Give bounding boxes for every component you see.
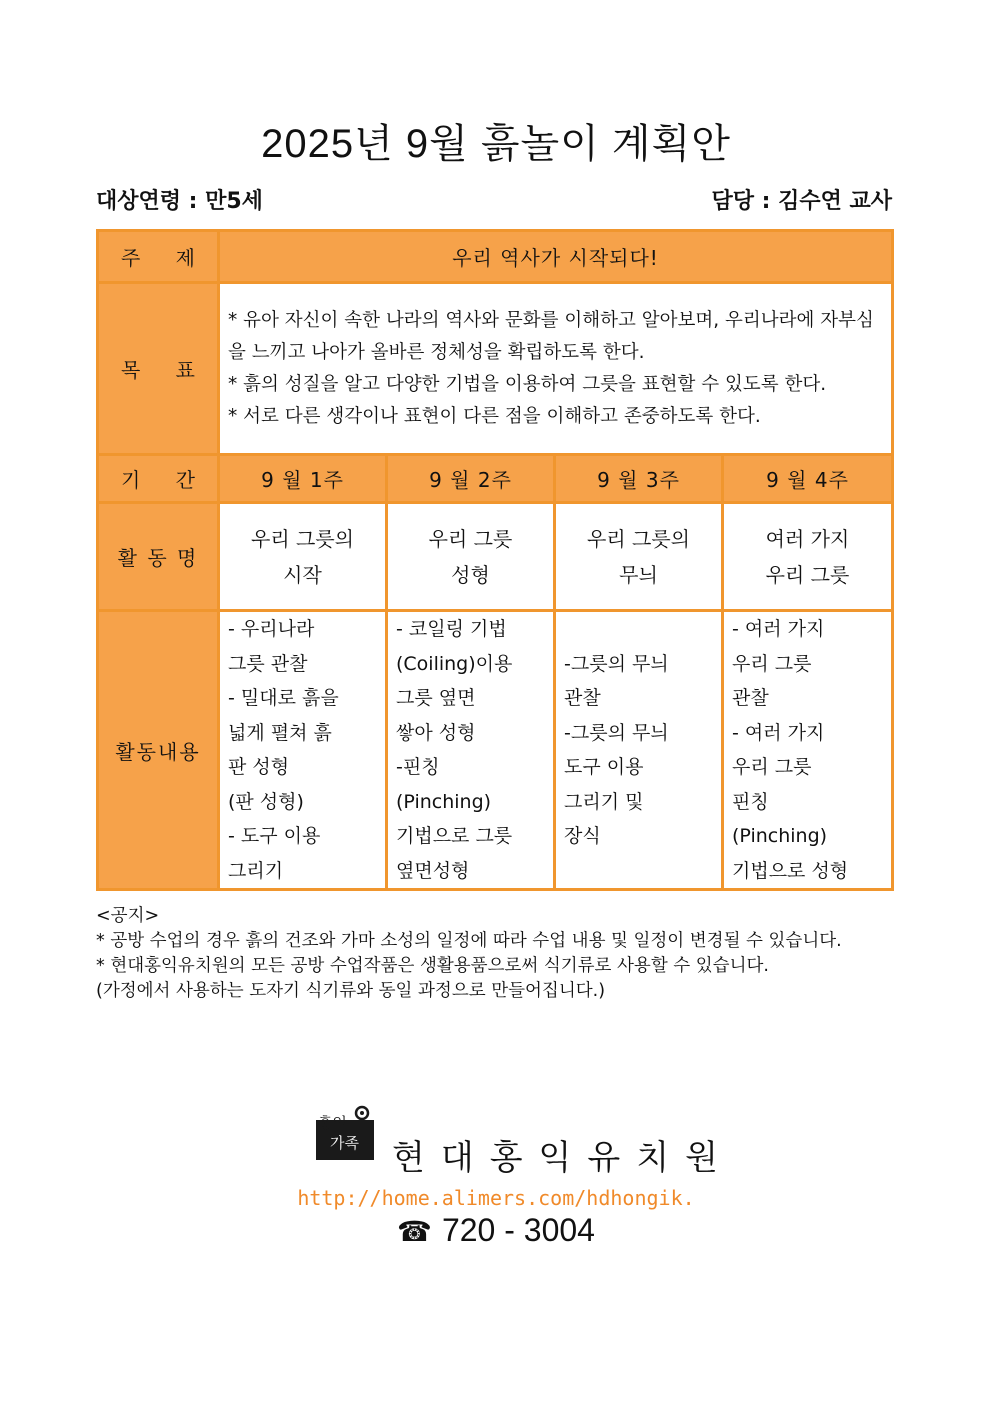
goal-label-2: 표 bbox=[175, 358, 195, 382]
content-line: - 여러 가지 bbox=[732, 618, 825, 640]
content-line: - 밀대로 흙을 bbox=[228, 687, 339, 709]
plan-table bbox=[96, 229, 894, 891]
activity-content-4 bbox=[723, 611, 893, 890]
goal-row bbox=[98, 283, 893, 455]
content-line: - 우리나라 bbox=[228, 618, 315, 640]
content-line: 그릇 옆면 bbox=[396, 687, 476, 709]
activity-content-label: 활동내용 bbox=[98, 611, 219, 890]
content-line: 옆면성형 bbox=[396, 859, 470, 882]
activity-content-row bbox=[98, 611, 893, 890]
school-name: 현대홍익유치원 bbox=[392, 1138, 734, 1178]
activity-name-3-line-1: 우리 그릇의 bbox=[587, 526, 690, 551]
activity-name-label: 활 동 명 bbox=[98, 503, 219, 611]
content-line: (Pinching) bbox=[396, 790, 492, 813]
notice-heading: <공지> bbox=[96, 906, 160, 926]
content-line: 장식 bbox=[564, 825, 601, 847]
page-title: 2025년 9월 흙놀이 계획안 bbox=[261, 122, 731, 166]
content-line: 쌓아 성형 bbox=[396, 721, 476, 744]
content-line: (Pinching) bbox=[732, 825, 828, 847]
topic-row bbox=[98, 231, 893, 283]
week-4: 9 월 4주 bbox=[723, 455, 893, 503]
activity-name-2-line-2: 성형 bbox=[451, 562, 490, 587]
notice bbox=[96, 904, 896, 1004]
content-line: - 코일링 기법 bbox=[396, 618, 507, 640]
content-line: (Coiling)이용 bbox=[396, 652, 513, 675]
topic-label-1: 주 bbox=[121, 246, 141, 270]
content-line: (판 성형) bbox=[228, 790, 304, 813]
content-line: 그릇 관찰 bbox=[228, 652, 308, 675]
period-row bbox=[98, 455, 893, 503]
goal-3: * 서로 다른 생각이나 표현이 다른 점을 이해하고 존중하도록 한다. bbox=[228, 405, 761, 427]
content-line: 그리기 bbox=[228, 859, 284, 882]
activity-name-row bbox=[98, 503, 893, 611]
activity-name-3-line-2: 무늬 bbox=[619, 562, 658, 587]
topic-label-2: 제 bbox=[175, 246, 195, 270]
week-2: 9 월 2주 bbox=[387, 455, 555, 503]
content-line: 기법으로 그릇 bbox=[396, 825, 513, 847]
period-label-1: 기 bbox=[121, 468, 141, 492]
activity-content-3 bbox=[555, 611, 723, 890]
activity-name-2 bbox=[387, 503, 555, 611]
content-line: 판 성형 bbox=[228, 756, 290, 778]
kindergarten-logo bbox=[316, 1104, 374, 1160]
activity-name-1-line-1: 우리 그릇의 bbox=[251, 526, 354, 551]
activity-name-4 bbox=[723, 503, 893, 611]
goal-value bbox=[219, 283, 893, 455]
content-line: 관찰 bbox=[732, 687, 769, 709]
activity-name-4-line-1: 여러 가지 bbox=[765, 526, 850, 551]
teacher: 담당 : 김수연 교사 bbox=[711, 189, 892, 214]
period-label bbox=[98, 455, 219, 503]
content-line: 관찰 bbox=[564, 687, 601, 709]
content-line: 핀칭 bbox=[732, 790, 769, 813]
telephone-icon: ☎ bbox=[397, 1216, 432, 1247]
activity-name-1 bbox=[219, 503, 387, 611]
activity-content-2 bbox=[387, 611, 555, 890]
activity-name-1-line-2: 시작 bbox=[283, 562, 322, 587]
notice-line-1: * 공방 수업의 경우 흙의 건조와 가마 소성의 일정에 따라 수업 내용 및 일정이 변경될 수 있습니다. bbox=[96, 931, 842, 951]
logo-text-top: 홍익 bbox=[318, 1114, 347, 1132]
content-line: 기법으로 성형 bbox=[732, 859, 849, 882]
content-line: -그릇의 무늬 bbox=[564, 652, 669, 675]
content-line: 도구 이용 bbox=[564, 756, 644, 778]
goal-1: * 유아 자신이 속한 나라의 역사와 문화를 이해하고 알아보며, 우리나라에 자부심을 느끼고 나아가 올바른 정체성을 확립하도록 한다. bbox=[228, 309, 874, 363]
homepage-link[interactable]: http://home.alimers.com/hdhongik. bbox=[297, 1186, 695, 1210]
goal-label bbox=[98, 283, 219, 455]
notice-line-2: * 현대홍익유치원의 모든 공방 수업작품은 생활용품으로써 식기류로 사용할 수 있습니다. bbox=[96, 956, 769, 976]
activity-name-2-line-1: 우리 그릇 bbox=[428, 526, 513, 551]
content-line: 그리기 및 bbox=[564, 790, 644, 813]
notice-line-3: (가정에서 사용하는 도자기 식기류와 동일 과정으로 만들어집니다.) bbox=[96, 981, 606, 1001]
activity-name-3 bbox=[555, 503, 723, 611]
target-age: 대상연령 : 만5세 bbox=[96, 189, 263, 214]
topic-value: 우리 역사가 시작되다! bbox=[219, 231, 893, 283]
activity-content-1 bbox=[219, 611, 387, 890]
content-line: 우리 그릇 bbox=[732, 756, 812, 778]
logo-text-bottom: 가족 bbox=[330, 1134, 359, 1152]
topic-label bbox=[98, 231, 219, 283]
content-line: - 도구 이용 bbox=[228, 825, 321, 847]
content-line: - 여러 가지 bbox=[732, 721, 825, 744]
content-line: 우리 그릇 bbox=[732, 652, 812, 675]
goal-label-1: 목 bbox=[121, 358, 141, 382]
content-line: -그릇의 무늬 bbox=[564, 721, 669, 744]
content-line: -핀칭 bbox=[396, 756, 440, 778]
period-label-2: 간 bbox=[175, 468, 195, 492]
week-1: 9 월 1주 bbox=[219, 455, 387, 503]
goal-2: * 흙의 성질을 알고 다양한 기법을 이용하여 그릇을 표현할 수 있도록 한다. bbox=[228, 373, 827, 395]
week-3: 9 월 3주 bbox=[555, 455, 723, 503]
phone-number bbox=[0, 1212, 992, 1249]
activity-name-4-line-2: 우리 그릇 bbox=[765, 562, 850, 587]
content-line: 넓게 펼쳐 흙 bbox=[228, 721, 332, 744]
phone-number-text: 720 - 3004 bbox=[441, 1212, 595, 1248]
